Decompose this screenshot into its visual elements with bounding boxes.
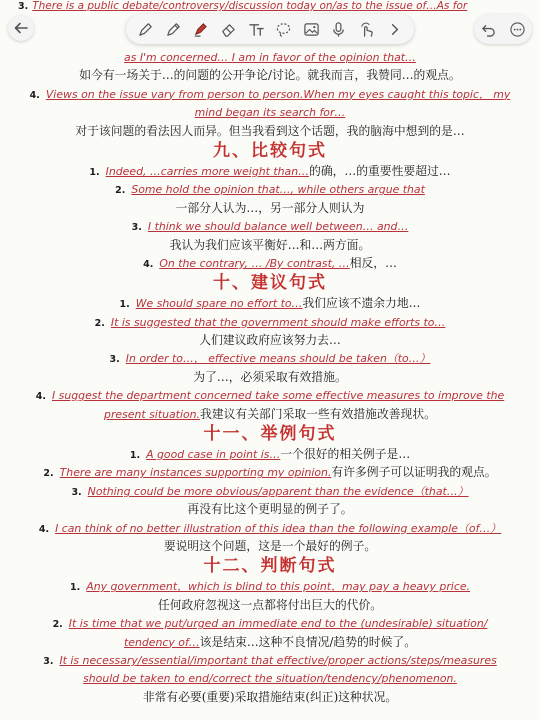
item-number: 3. [131, 222, 142, 234]
english-phrase: as I'm concerned… I am in favor of the opinion that… [124, 51, 416, 64]
chinese-translation: 我建议有关部门采取一些有效措施改善现状。 [200, 406, 436, 421]
note-line [0, 294, 540, 312]
english-phrase: Nothing could be more obvious/apparent than the evidence（that…） [87, 484, 469, 498]
tool-palette [126, 14, 414, 44]
chinese-translation: 一部分人认为…，另一部分人则认为 [175, 200, 365, 215]
toolbar-right-group [474, 14, 532, 44]
note-line [0, 199, 540, 217]
english-phrase: It is time that we put/urged an immediate end to the (undesirable) situation/ [68, 617, 488, 631]
item-number: 2. [43, 468, 54, 480]
chinese-translation: 的确，…的重要性要超过… [309, 163, 451, 178]
pen-icon[interactable] [135, 18, 157, 40]
english-phrase: should be taken to end/correct the situation/tendency/phenomenon. [83, 672, 457, 686]
note-line [0, 217, 540, 235]
item-number: 4. [143, 258, 154, 270]
item-number: 3. [109, 354, 120, 366]
chinese-translation: 对于该问题的看法因人而异。但当我看到这个话题，我的脑海中想到的是… [75, 123, 465, 138]
item-number: 3. [43, 655, 54, 667]
note-line [0, 122, 540, 140]
chinese-translation: 再没有比这个更明显的例子了。 [187, 502, 353, 517]
more-icon[interactable] [507, 18, 529, 40]
chinese-translation: 如今有一场关于…的问题的公开争论/讨论。就我而言，我赞同…的观点。 [79, 68, 461, 83]
note-line [0, 405, 540, 423]
section-heading: 十二、判断句式 [203, 556, 337, 577]
english-phrase: Views on the issue vary from person to person.When my eyes caught this topic， my [45, 87, 511, 101]
note-line [0, 463, 540, 481]
chinese-translation: 有许多例子可以证明我的观点。 [331, 465, 497, 480]
section-heading: 九、比较句式 [213, 140, 327, 161]
chinese-translation: 人们建议政府应该努力去… [199, 333, 341, 348]
item-number: 1. [89, 166, 100, 178]
back-arrow-icon[interactable] [8, 15, 34, 41]
chevron-right-icon[interactable] [383, 18, 405, 40]
english-phrase: On the contrary, … /By contrast, … [159, 256, 350, 270]
highlighter-icon[interactable] [190, 18, 212, 40]
section-heading: 十、建议句式 [213, 273, 327, 294]
chinese-translation: 该是结束…这种不良情况/趋势的时候了。 [199, 634, 416, 649]
chinese-translation: 我认为我们应该平衡好…和…两方面。 [169, 237, 371, 252]
note-line [0, 482, 540, 500]
note-line [0, 180, 540, 198]
english-phrase: A good case in point is… [146, 448, 281, 462]
chinese-translation: 任何政府忽视这一点都将付出巨大的代价。 [157, 597, 383, 612]
english-phrase: I think we should balance well between… and… [147, 220, 409, 234]
chinese-translation: 为了…，必须采取有效措施。 [193, 369, 347, 384]
english-phrase: I can think of no better illustration of this idea than the following example（of…） [55, 521, 502, 535]
note-line [0, 537, 540, 555]
item-number: 4. [38, 523, 50, 535]
note-line [0, 162, 540, 180]
english-phrase: There is a public debate/controversy/discussion today on/as to the issue of…As for [32, 0, 468, 12]
annotation-toolbar [0, 10, 540, 48]
english-phrase: Any government，which is blind to this point，may pay a heavy price. [86, 580, 470, 594]
chinese-translation: 相反，… [349, 255, 397, 270]
note-line [0, 669, 540, 687]
item-number: 4. [29, 89, 40, 101]
microphone-icon[interactable] [328, 18, 350, 40]
note-line [0, 633, 540, 651]
note-line [0, 349, 540, 367]
english-phrase: mind began its search for… [194, 106, 346, 120]
item-number: 3. [18, 1, 29, 12]
chinese-translation: 非常有必要(重要)采取措施结束(纠正)这种状况。 [142, 689, 398, 704]
note-line [0, 66, 540, 84]
english-phrase: It is suggested that the government should make efforts to… [110, 315, 446, 329]
note-line [0, 313, 540, 331]
image-icon[interactable] [300, 18, 322, 40]
touch-gesture-icon[interactable] [356, 18, 378, 40]
note-line [0, 445, 540, 463]
item-number: 3. [71, 486, 82, 498]
pencil-icon[interactable] [162, 18, 184, 40]
english-phrase: Some hold the opinion that…, while others argue that [131, 183, 425, 197]
english-phrase: In order to…， effective means should be taken（to…） [125, 352, 431, 366]
item-number: 2. [115, 185, 126, 197]
chinese-translation: 一个很好的相关例子是… [280, 447, 411, 462]
note-line [0, 386, 540, 404]
note-line [0, 500, 540, 518]
item-number: 1. [119, 299, 130, 311]
note-line [0, 688, 540, 706]
eraser-icon[interactable] [218, 18, 240, 40]
notes-content [0, 48, 540, 706]
note-line [0, 368, 540, 386]
note-line [0, 331, 540, 349]
lasso-icon[interactable] [273, 18, 295, 40]
section-heading: 十一、举例句式 [203, 424, 337, 445]
english-phrase: Indeed, …carries more weight than… [105, 164, 310, 178]
english-phrase: It is necessary/essential/important that effective/proper actions/steps/measures [59, 653, 497, 667]
chinese-translation: 要说明这个问题，这是一个最好的例子。 [163, 538, 377, 553]
english-phrase: tendency of… [124, 635, 200, 649]
note-line [0, 651, 540, 669]
english-phrase: I suggest the department concerned take some effective measures to improve the [52, 389, 505, 403]
note-line [0, 103, 540, 121]
note-line [0, 48, 540, 66]
undo-icon[interactable] [478, 18, 500, 40]
item-number: 1. [70, 582, 81, 594]
item-number: 2. [94, 317, 105, 329]
english-phrase: There are many instances supporting my opinion. [59, 466, 332, 480]
note-line [0, 236, 540, 254]
note-line [0, 577, 540, 595]
note-line [0, 596, 540, 614]
note-line [0, 519, 540, 537]
english-phrase: present situation. [104, 407, 200, 421]
item-number: 1. [129, 450, 141, 462]
note-line [0, 254, 540, 272]
chinese-translation: 我们应该不遗余力地… [302, 296, 421, 311]
item-number: 2. [52, 619, 63, 631]
note-line [0, 85, 540, 103]
note-line [0, 614, 540, 632]
item-number: 4. [35, 391, 46, 403]
english-phrase: We should spare no effort to… [135, 297, 303, 311]
text-tool-icon[interactable] [245, 18, 267, 40]
